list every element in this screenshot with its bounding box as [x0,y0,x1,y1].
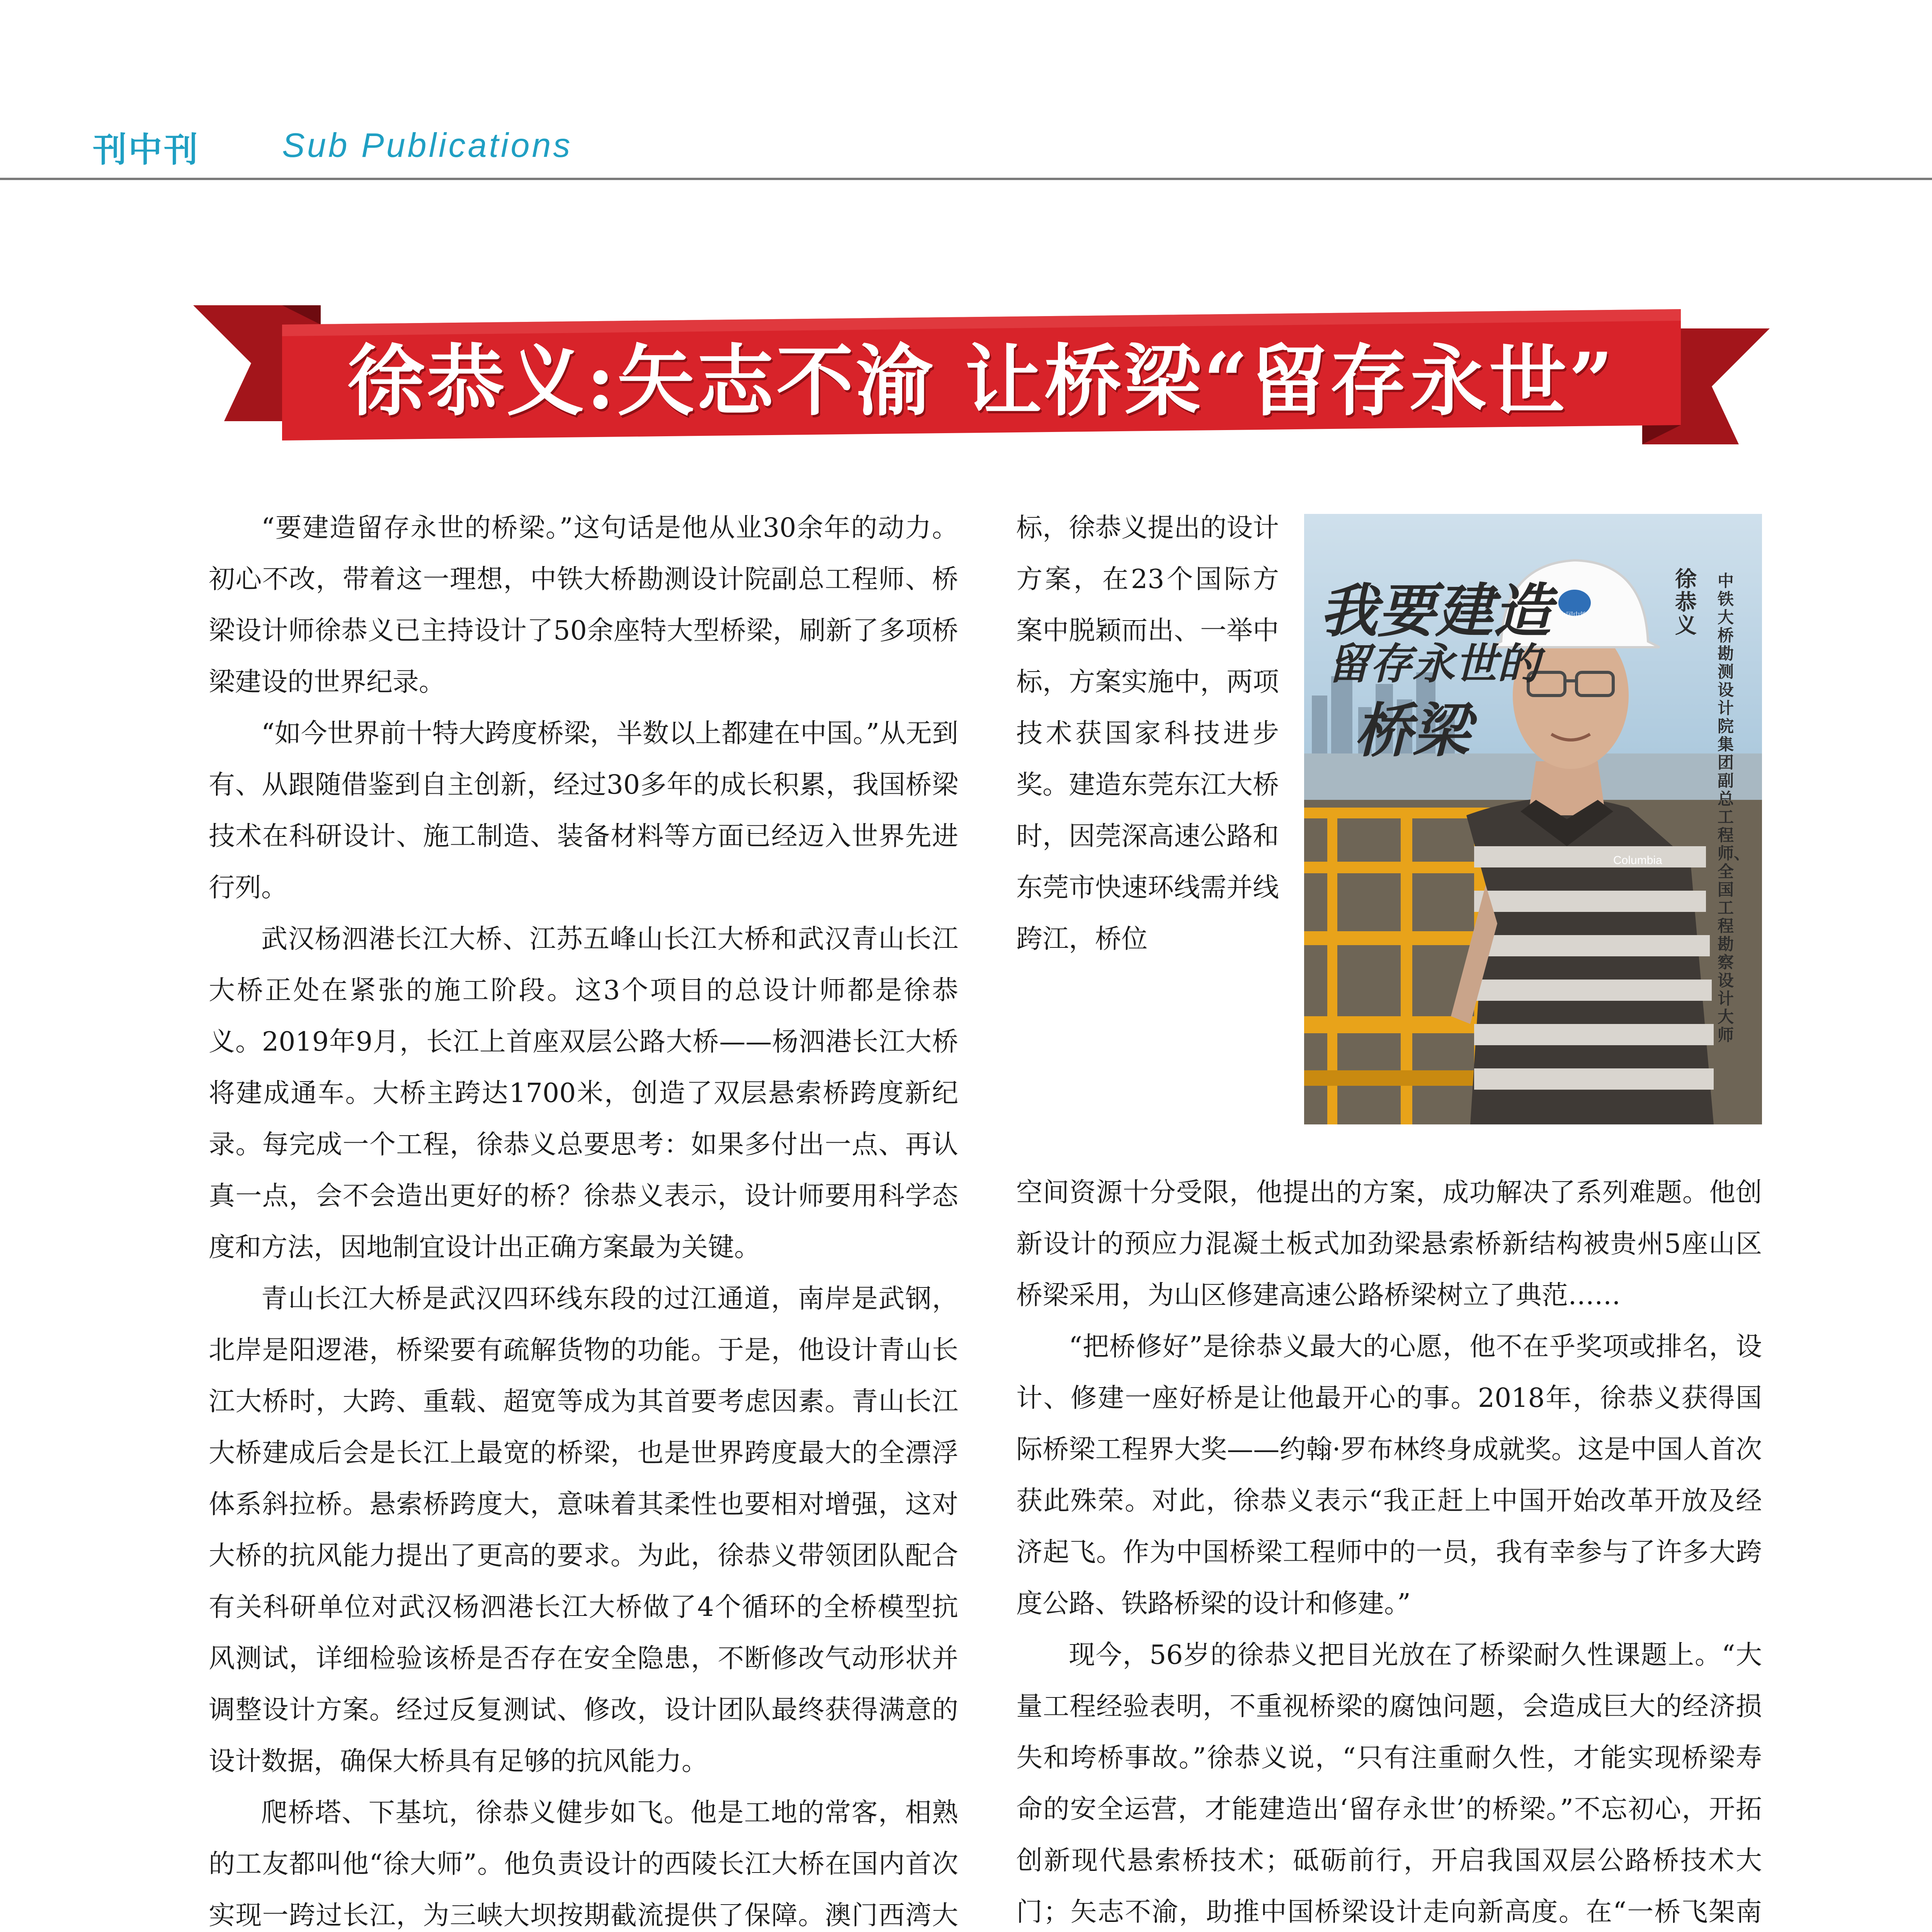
paragraph: “要建造留存永世的桥梁。”这句话是他从业30余年的动力。初心不改，带着这一理想，中铁大桥勘测设计院副总工程师、桥梁设计师徐恭义已主持设计了50余座特大型桥梁，刷新了多项桥梁建设的世界纪录。 [209,513,958,697]
paragraph: 武汉杨泗港长江大桥、江苏五峰山长江大桥和武汉青山长江大桥正处在紧张的施工阶段。这3个项目的总设计师都是徐恭义。2019年9月，长江上首座双层公路大桥——杨泗港长江大桥将建成通车。大桥主跨达1700米，创造了双层悬索桥跨度新纪录。每完成一个工程，徐恭义总要思考：如果多付出一点、再认真一点，会不会造出更好的桥？徐恭义表示，设计师要用科学态度和方法，因地制宜设计出正确方案最为关键。 [209,924,958,1263]
paragraph: “把桥修好”是徐恭义最大的心愿，他不在乎奖项或排名，设计、修建一座好桥是让他最开心的事。2018年，徐恭义获得国际桥梁工程界大奖——约翰·罗布林终身成就奖。这是中国人首次获此殊荣。对此，徐恭义表示“我正赶上中国开始改革开放及经济起飞。作为中国桥梁工程师中的一员，我有幸参与了许多大跨度公路、铁路桥梁的设计和修建。” [1016,1332,1762,1619]
paragraph: 青山长江大桥是武汉四环线东段的过江通道，南岸是武钢，北岸是阳逻港，桥梁要有疏解货物的功能。于是，他设计青山长江大桥时，大跨、重载、超宽等成为其首要考虑因素。青山长江大桥建成后会是长江上最宽的桥梁，也是世界跨度最大的全漂浮体系斜拉桥。悬索桥跨度大，意味着其柔性也要相对增强，这对大桥的抗风能力提出了更高的要求。为此，徐恭义带领团队配合有关科研单位对武汉杨泗港长江大桥做了4个循环的全桥模型抗风测试，详细检验该桥是否存在安全隐患，不断修改气动形状并调整设计方案。经过反复测试、修改，设计团队最终获得满意的设计数据，确保大桥具有足够的抗风能力。 [209,1284,959,1777]
paragraph: “如今世界前十特大跨度桥梁，半数以上都建在中国。”从无到有、从跟随借鉴到自主创新，经过30多年的成长积累，我国桥梁技术在科研设计、施工制造、装备材料等方面已经迈入世界先进行列。 [209,718,958,903]
shirt-logo: Columbia [1613,854,1662,867]
body-column-right [1016,1167,1762,1932]
paragraph: 爬桥塔、下基坑，徐恭义健步如飞。他是工地的常客，相熟的工友都叫他“徐大师”。他负责设计的西陵长江大桥在国内首次实现一跨过长江，为三峡大坝按期截流提供了保障。澳门西湾大 [209,1798,958,1931]
paragraph: 现今，56岁的徐恭义把目光放在了桥梁耐久性课题上。“大量工程经验表明，不重视桥梁的腐蚀问题，会造成巨大的经济损失和垮桥事故。”徐恭义说，“只有注重耐久性，才能实现桥梁寿命的安全运营，才能建造出‘留存永世’的桥梁。”不忘初心，开拓创新现代悬索桥技术；砥砺前行，开启我国双层公路桥技术大门；矢志不渝，助推中国桥梁设计走向新高度。在“一桥飞架南 [1016,1640,1762,1927]
helmet-logo: 中国中铁 [1559,611,1587,619]
body-column-right-wrap [1016,502,1279,965]
paragraph: 标，徐恭义提出的设计方案，在23个国际方案中脱颖而出、一举中标，方案实施中，两项技术获国家科技进步奖。建造东莞东江大桥时，因莞深高速公路和东莞市快速环线需并线跨江，桥位 [1016,513,1279,954]
photo-caption-name: 徐恭义 [1675,567,1697,638]
article-title: 徐恭义:矢志不渝 让桥梁“留存永世” [347,335,1616,427]
title-banner [193,294,1770,456]
calligraphy-line-3: 桥梁 [1354,697,1471,765]
portrait-photo [1304,514,1762,1124]
paragraph: 空间资源十分受限，他提出的方案，成功解决了系列难题。他创新设计的预应力混凝土板式加劲梁悬索桥新结构被贵州5座山区桥梁采用，为山区修建高速公路桥梁树立了典范…… [1016,1177,1762,1311]
body-column-left [209,502,958,1932]
header-divider [0,178,1932,180]
section-label-en: Sub Publications [282,126,573,164]
calligraphy-line-2: 留存永世的 [1327,639,1540,689]
photo-caption-role: 中铁大桥勘测设计院集团副总工程师、全国工程勘察设计大师 [1718,571,1750,1044]
section-label-cn: 刊中刊 [93,130,200,170]
calligraphy-line-1: 我要建造 [1320,577,1552,645]
